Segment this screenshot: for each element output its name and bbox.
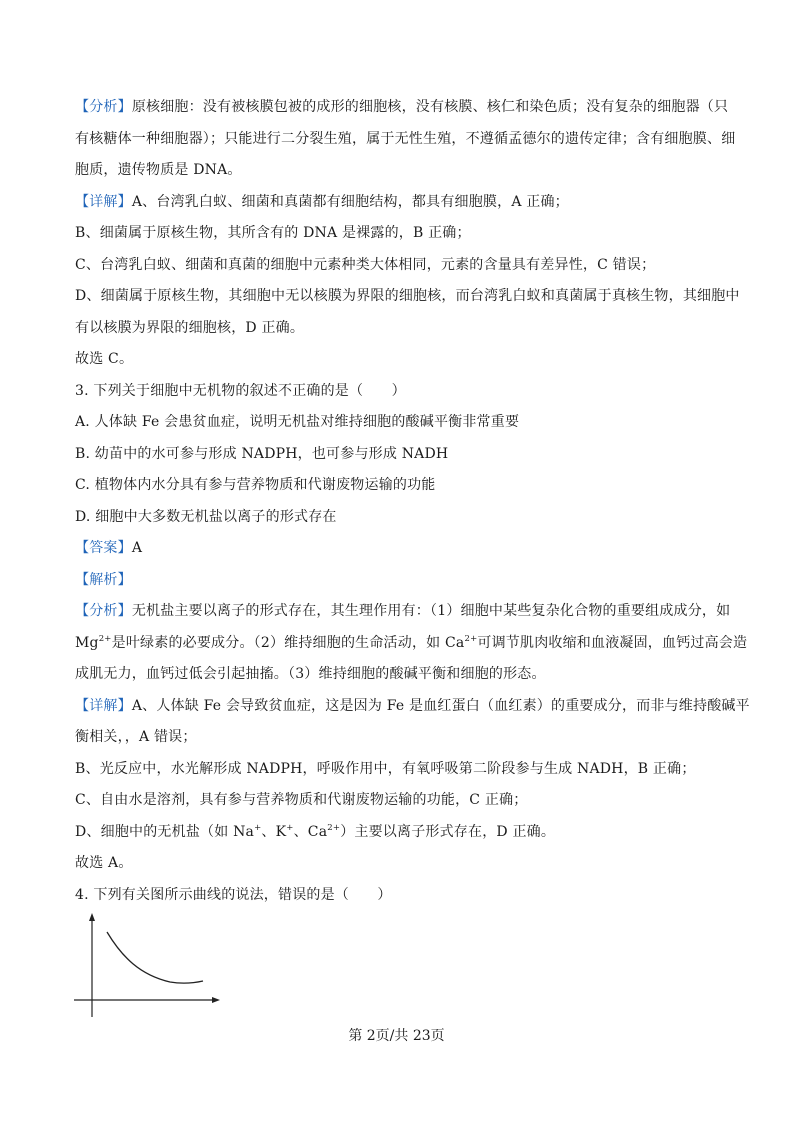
- option-d: D. 细胞中大多数无机盐以离子的形式存在: [75, 508, 337, 525]
- answer-value: A: [131, 540, 143, 556]
- detail-line: B、光反应中，水光解形成 NADPH，呼吸作用中，有氧呼吸第二阶段参与生成 NADH，B 正确；: [75, 760, 696, 777]
- question-stem: 3. 下列关于细胞中无机物的叙述不正确的是（ ）: [75, 382, 406, 399]
- analysis-text: Mg: [75, 634, 99, 651]
- detail-line: 衡相关，，A 错误；: [75, 729, 197, 745]
- analysis-text: 可调节肌肉收缩和血液凝固，血钙过高会造: [477, 634, 748, 651]
- detail-line: C、自由水是溶剂，具有参与营养物质和代谢废物运输的功能，C 正确；: [75, 792, 528, 808]
- jiexi-tag: 【解析】: [75, 571, 132, 588]
- x-axis-arrow-icon: [212, 997, 220, 1003]
- curve-figure: [70, 913, 220, 1018]
- superscript: +: [286, 822, 294, 833]
- detail-tag: 【详解】: [75, 193, 132, 210]
- conclusion: 故选 C。: [75, 351, 134, 367]
- detail-text: 、Ca: [293, 823, 328, 840]
- analysis-line: [75, 596, 730, 628]
- detail-tag: 【详解】: [75, 697, 132, 714]
- superscript: 2+: [464, 633, 478, 644]
- analysis-text: 是叶绿素的必要成分。（2）维持细胞的生命活动，如 Ca: [111, 634, 465, 651]
- option-b: B. 幼苗中的水可参与形成 NADPH，也可参与形成 NADH: [75, 445, 449, 462]
- analysis-text: 原核细胞：没有被核膜包被的成形的细胞核，没有核膜、核仁和染色质；没有复杂的细胞器（只: [131, 99, 729, 115]
- detail-line: D、细菌属于原核生物，其细胞中无以核膜为界限的细胞核，而台湾乳白蚁和真菌属于真核生物，其细胞中: [75, 288, 740, 304]
- detail-line: C、台湾乳白蚁、细菌和真菌的细胞中元素种类大体相同，元素的含量具有差异性，C 错误；: [75, 256, 656, 273]
- analysis-text: 无机盐主要以离子的形式存在，其生理作用有：（1）细胞中某些复杂化合物的重要组成成分，如: [131, 603, 731, 619]
- jiexi-line: [75, 565, 730, 597]
- analysis-line: 有核糖体一种细胞器）；只能进行二分裂生殖，属于无性生殖，不遵循孟德尔的遗传定律；含有细胞膜、细: [75, 130, 736, 147]
- analysis-line: [75, 92, 730, 124]
- detail-text: D、细胞中的无机盐（如 Na: [75, 823, 255, 840]
- detail-line: [75, 691, 750, 723]
- superscript: 2+: [327, 822, 341, 833]
- question-stem: 4. 下列有关图所示曲线的说法，错误的是（ ）: [75, 886, 392, 903]
- detail-text: ）主要以离子形式存在，D 正确。: [340, 823, 556, 840]
- answer-line: [75, 533, 730, 565]
- curve: [107, 932, 203, 983]
- detail-text: A、人体缺 Fe 会导致贫血症，这是因为 Fe 是血红蛋白（血红素）的重要成分，而非与维持酸碱平: [131, 697, 750, 714]
- superscript: +: [254, 822, 262, 833]
- analysis-tag: 【分析】: [75, 99, 132, 115]
- analysis-line: 成肌无力，血钙过低会引起抽搐。（3）维持细胞的酸碱平衡和细胞的形态。: [75, 666, 546, 682]
- answer-tag: 【答案】: [75, 540, 132, 556]
- superscript: 2+: [98, 633, 112, 644]
- page-content: [75, 92, 750, 911]
- analysis-line: [75, 628, 748, 660]
- option-a: A. 人体缺 Fe 会患贫血症，说明无机盐对维持细胞的酸碱平衡非常重要: [75, 414, 520, 430]
- detail-line: [75, 817, 730, 849]
- detail-line: [75, 187, 730, 219]
- analysis-tag: 【分析】: [75, 603, 132, 619]
- page-footer: 第 2页/共 23页: [348, 1028, 445, 1044]
- conclusion: 故选 A。: [75, 855, 133, 871]
- detail-line: B、细菌属于原核生物，其所含有的 DNA 是裸露的，B 正确；: [75, 225, 471, 241]
- analysis-line: 胞质，遗传物质是 DNA。: [75, 162, 242, 178]
- detail-text: 、K: [261, 823, 287, 840]
- y-axis-arrow-icon: [89, 913, 95, 921]
- detail-text: A、台湾乳白蚁、细菌和真菌都有细胞结构，都具有细胞膜，A 正确；: [131, 193, 569, 210]
- detail-line: 有以核膜为界限的细胞核，D 正确。: [75, 319, 305, 336]
- option-c: C. 植物体内水分具有参与营养物质和代谢废物运输的功能: [75, 477, 436, 493]
